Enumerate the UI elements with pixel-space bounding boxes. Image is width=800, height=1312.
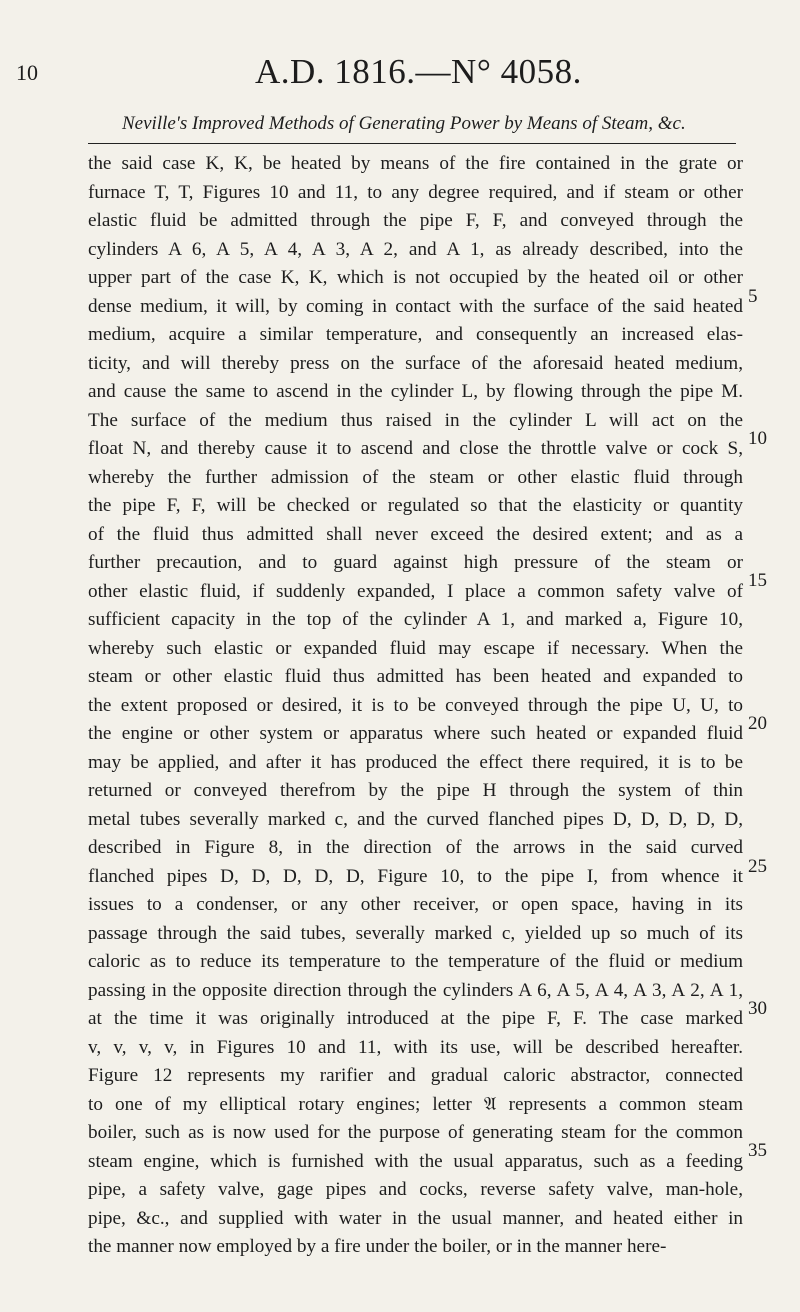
text-line: steam or other elastic fluid thus admitted has been heated and expanded to (88, 666, 743, 687)
text-line: the extent proposed or desired, it is to be conveyed through the pipe U, U, to (88, 694, 743, 716)
line-number: 35 (748, 1140, 767, 1161)
text-line: dense medium, it will, by coming in contact with the surface of the said heated (88, 295, 743, 317)
text-line: the engine or other system or apparatus where such heated or expanded fluid (88, 723, 743, 744)
text-line: furnace T, T, Figures 10 and 11, to any degree required, and if steam or other (88, 181, 743, 203)
line-number: 10 (748, 428, 767, 449)
text-line: medium, acquire a similar temperature, and consequently an increased elas- (88, 324, 743, 345)
text-line: cylinders A 6, A 5, A 4, A 3, A 2, and A 1, as already described, into the (88, 238, 743, 260)
text-line: boiler, such as is now used for the purpose of generating steam for the common (88, 1122, 743, 1143)
text-line: metal tubes severally marked c, and the curved flanched pipes D, D, D, D, D, (88, 808, 743, 830)
text-line: pipe, a safety valve, gage pipes and cocks, reverse safety valve, man-hole, (88, 1179, 743, 1200)
text-line: The surface of the medium thus raised in the cylinder L will act on the (88, 409, 743, 431)
text-line: returned or conveyed therefrom by the pipe H through the system of thin (88, 780, 743, 801)
text-line: may be applied, and after it has produced the effect there required, it is to be (88, 751, 743, 773)
line-number: 5 (748, 286, 758, 307)
text-line: v, v, v, v, in Figures 10 and 11, with its use, will be described hereafter. (88, 1036, 743, 1058)
text-line: at the time it was originally introduced at the pipe F, F. The case marked (88, 1008, 743, 1029)
text-line: flanched pipes D, D, D, D, D, Figure 10, to the pipe I, from whence it (88, 865, 743, 887)
text-line: pipe, &c., and supplied with water in the usual manner, and heated either in (88, 1207, 743, 1229)
body-text (88, 150, 743, 1262)
text-line: whereby the further admission of the steam or other elastic fluid through (88, 466, 743, 488)
page-title: A.D. 1816.—N° 4058. (255, 52, 582, 91)
text-line: and cause the same to ascend in the cylinder L, by flowing through the pipe M. (88, 381, 743, 402)
text-line: passage through the said tubes, severally marked c, yielded up so much of its (88, 922, 743, 944)
running-head: Neville's Improved Methods of Generating Power by Means of Steam, &c. (122, 113, 686, 134)
line-number: 25 (748, 856, 767, 877)
line-number: 15 (748, 570, 767, 591)
text-line: passing in the opposite direction through the cylinders A 6, A 5, A 4, A 3, A 2, A 1, (88, 979, 743, 1001)
text-line: the manner now employed by a fire under the boiler, or in the manner here- (88, 1236, 667, 1257)
text-line: elastic fluid be admitted through the pipe F, F, and conveyed through the (88, 210, 743, 231)
text-line: whereby such elastic or expanded fluid may escape if necessary. When the (88, 637, 743, 659)
text-line: Figure 12 represents my rarifier and gradual caloric abstractor, connected (88, 1065, 743, 1086)
page-number: 10 (16, 60, 38, 85)
text-line: upper part of the case K, K, which is not occupied by the heated oil or other (88, 267, 743, 288)
text-line: other elastic fluid, if suddenly expanded, I place a common safety valve of (88, 580, 743, 602)
header-rule (88, 143, 736, 144)
text-line: float N, and thereby cause it to ascend and close the throttle valve or cock S, (88, 438, 743, 459)
text-line: of the fluid thus admitted shall never exceed the desired extent; and as a (88, 523, 743, 545)
line-number: 20 (748, 713, 767, 734)
text-line: steam engine, which is furnished with the usual apparatus, such as a feeding (88, 1150, 743, 1172)
text-line: further precaution, and to guard against high pressure of the steam or (88, 552, 743, 573)
text-line: caloric as to reduce its temperature to the temperature of the fluid or medium (88, 951, 743, 972)
text-line: ticity, and will thereby press on the surface of the aforesaid heated medium, (88, 352, 743, 374)
text-line: described in Figure 8, in the direction of the arrows in the said curved (88, 837, 743, 858)
text-line: the said case K, K, be heated by means of the fire contained in the grate or (88, 153, 743, 174)
text-line: to one of my elliptical rotary engines; letter 𝔄 represents a common steam (88, 1093, 743, 1115)
text-line: sufficient capacity in the top of the cylinder A 1, and marked a, Figure 10, (88, 609, 743, 630)
line-number: 30 (748, 998, 767, 1019)
text-line: issues to a condenser, or any other receiver, or open space, having in its (88, 894, 743, 915)
text-line: the pipe F, F, will be checked or regulated so that the elasticity or quantity (88, 495, 743, 516)
